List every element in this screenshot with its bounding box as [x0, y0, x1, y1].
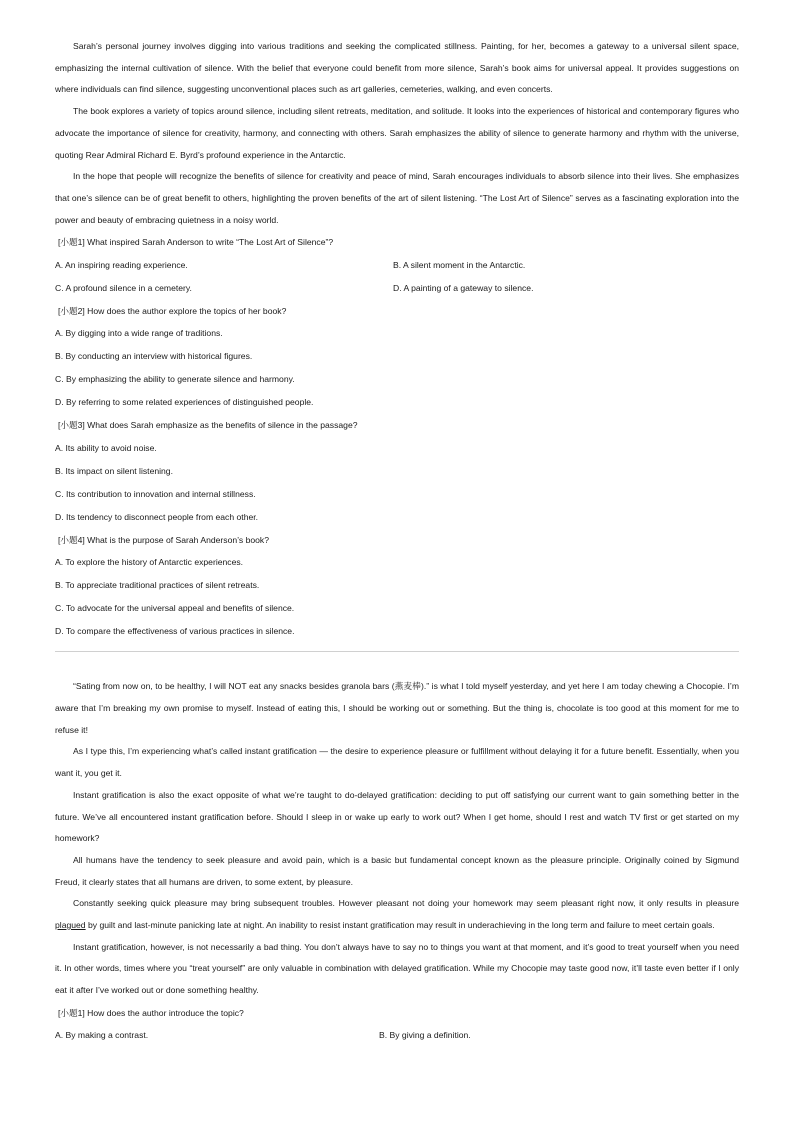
- question-c4: [55, 529, 739, 644]
- question-stem: [小题1] What inspired Sarah Anderson to write “The Lost Art of Silence”?: [58, 237, 334, 248]
- document-page: [55, 36, 739, 1047]
- option-d: D. A painting of a gateway to silence.: [393, 282, 534, 293]
- option-a: A. An inspiring reading experience.: [55, 259, 188, 270]
- question-c2: [55, 300, 739, 415]
- option-b: B. By conducting an interview with historical figures.: [55, 351, 253, 362]
- passage-d-paragraph-6: Instant gratification, however, is not necessarily a bad thing. You don’t always have to say no to things you want at that moment, and it’s good to treat yourself when you need it. In other words, times where you “treat yourself” are only valuable in combination with delayed gratification. While my Chocopie may taste good now, it’ll taste even better if I only eat it after I’ve worked out or done something healthy.: [55, 941, 739, 996]
- option-a: A. By making a contrast.: [55, 1030, 149, 1041]
- question-stem: [小题4] What is the purpose of Sarah Anderson’s book?: [58, 534, 269, 545]
- passage-d-paragraph-1: “Sating from now on, to be healthy, I will NOT eat any snacks besides granola bars (燕麦棒).” is what I told myself yesterday, and yet here I am today chewing a Chocopie. I’m aware that I’m breaking my own promise to myself. Instead of eating this, I should be working out or something. But the thing is, chocolate is too good at this moment for me to refuse it!: [55, 681, 739, 735]
- passage-c-paragraph-1: Sarah’s personal journey involves digging into various traditions and seeking the complicated stillness. Painting, for her, becomes a gateway to a universal silent space, emphasizing the internal cultivation of silence. With the belief that everyone could benefit from more silence, Sarah’s book aims for universal appeal. It provides suggestions on where individuals can find silence, suggesting unconventional places such as art galleries, cemeteries, walking, and even concerts.: [55, 41, 739, 95]
- question-stem: [小题1] How does the author introduce the topic?: [58, 1007, 244, 1018]
- passage-d-paragraph-3: Instant gratification is also the exact opposite of what we’re taught to do-delayed gratification: deciding to put off satisfying our current want to gain something better in the future. We’ve all encountered instant gratification before. Should I sleep in or wake up early to work out? When I get home, should I rest and watch TV first or get started on my homework?: [55, 789, 739, 844]
- passage-c-paragraph-3: In the hope that people will recognize the benefits of silence for creativity and peace of mind, Sarah encourages individuals to absorb silence into their lives. She emphasizes that one’s silence can be of great benefit to others, highlighting the proven benefits of the art of silent listening. “The Lost Art of Silence” serves as a fascinating exploration into the power and beauty of embracing quietness in a noisy world.: [55, 171, 739, 225]
- option-c: C. Its contribution to innovation and internal stillness.: [55, 488, 256, 499]
- option-b: B. Its impact on silent listening.: [55, 465, 173, 476]
- option-d: D. Its tendency to disconnect people from each other.: [55, 511, 259, 522]
- option-c: C. A profound silence in a cemetery.: [55, 282, 192, 293]
- option-a: A. By digging into a wide range of traditions.: [55, 328, 223, 339]
- option-b: B. To appreciate traditional practices of silent retreats.: [55, 580, 260, 591]
- paragraph-text: Constantly seeking quick pleasure may bring subsequent troubles. However pleasant not doing your homework may seem pleasant right now, it only results in pleasure: [73, 898, 739, 909]
- option-c: C. To advocate for the universal appeal and benefits of silence.: [55, 603, 295, 614]
- question-c1: [55, 231, 739, 300]
- question-d1: [55, 1002, 739, 1048]
- passage-d-paragraph-5: [55, 893, 739, 936]
- option-b: B. By giving a definition.: [379, 1030, 471, 1041]
- option-a: A. To explore the history of Antarctic experiences.: [55, 557, 244, 568]
- question-stem: [小题3] What does Sarah emphasize as the benefits of silence in the passage?: [58, 420, 358, 431]
- underlined-word: plagued: [55, 920, 86, 931]
- passage-d-paragraph-4: All humans have the tendency to seek pleasure and avoid pain, which is a basic but fundamental concept known as the pleasure principle. Originally coined by Sigmund Freud, it clearly states that all humans are driven, to some extent, by pleasure.: [55, 854, 739, 887]
- option-a: A. Its ability to avoid noise.: [55, 442, 157, 453]
- option-b: B. A silent moment in the Antarctic.: [393, 259, 526, 270]
- question-stem: [小题2] How does the author explore the topics of her book?: [58, 305, 287, 316]
- option-d: D. To compare the effectiveness of various practices in silence.: [55, 626, 295, 637]
- question-c3: [55, 414, 739, 529]
- option-d: D. By referring to some related experiences of distinguished people.: [55, 397, 314, 408]
- section-divider: [55, 651, 739, 652]
- passage-d-paragraph-2: As I type this, I’m experiencing what’s called instant gratification — the desire to experience pleasure or fulfillment without delaying it for a future benefit. Essentially, when you want it, you get it.: [55, 746, 739, 779]
- paragraph-text: by guilt and last-minute panicking late at night. An inability to resist instant gratification may result in underachieving in the long term and failure to meet certain goals.: [85, 920, 715, 931]
- option-c: C. By emphasizing the ability to generate silence and harmony.: [55, 374, 295, 385]
- passage-c-paragraph-2: The book explores a variety of topics around silence, including silent retreats, meditation, and solitude. It looks into the experiences of historical and contemporary figures who advocate the importance of silence for creativity, harmony, and connecting with others. Sarah emphasizes the ability of silence to generate harmony and rhythm with the universe, quoting Rear Admiral Richard E. Byrd’s profound experience in the Antarctic.: [55, 106, 739, 160]
